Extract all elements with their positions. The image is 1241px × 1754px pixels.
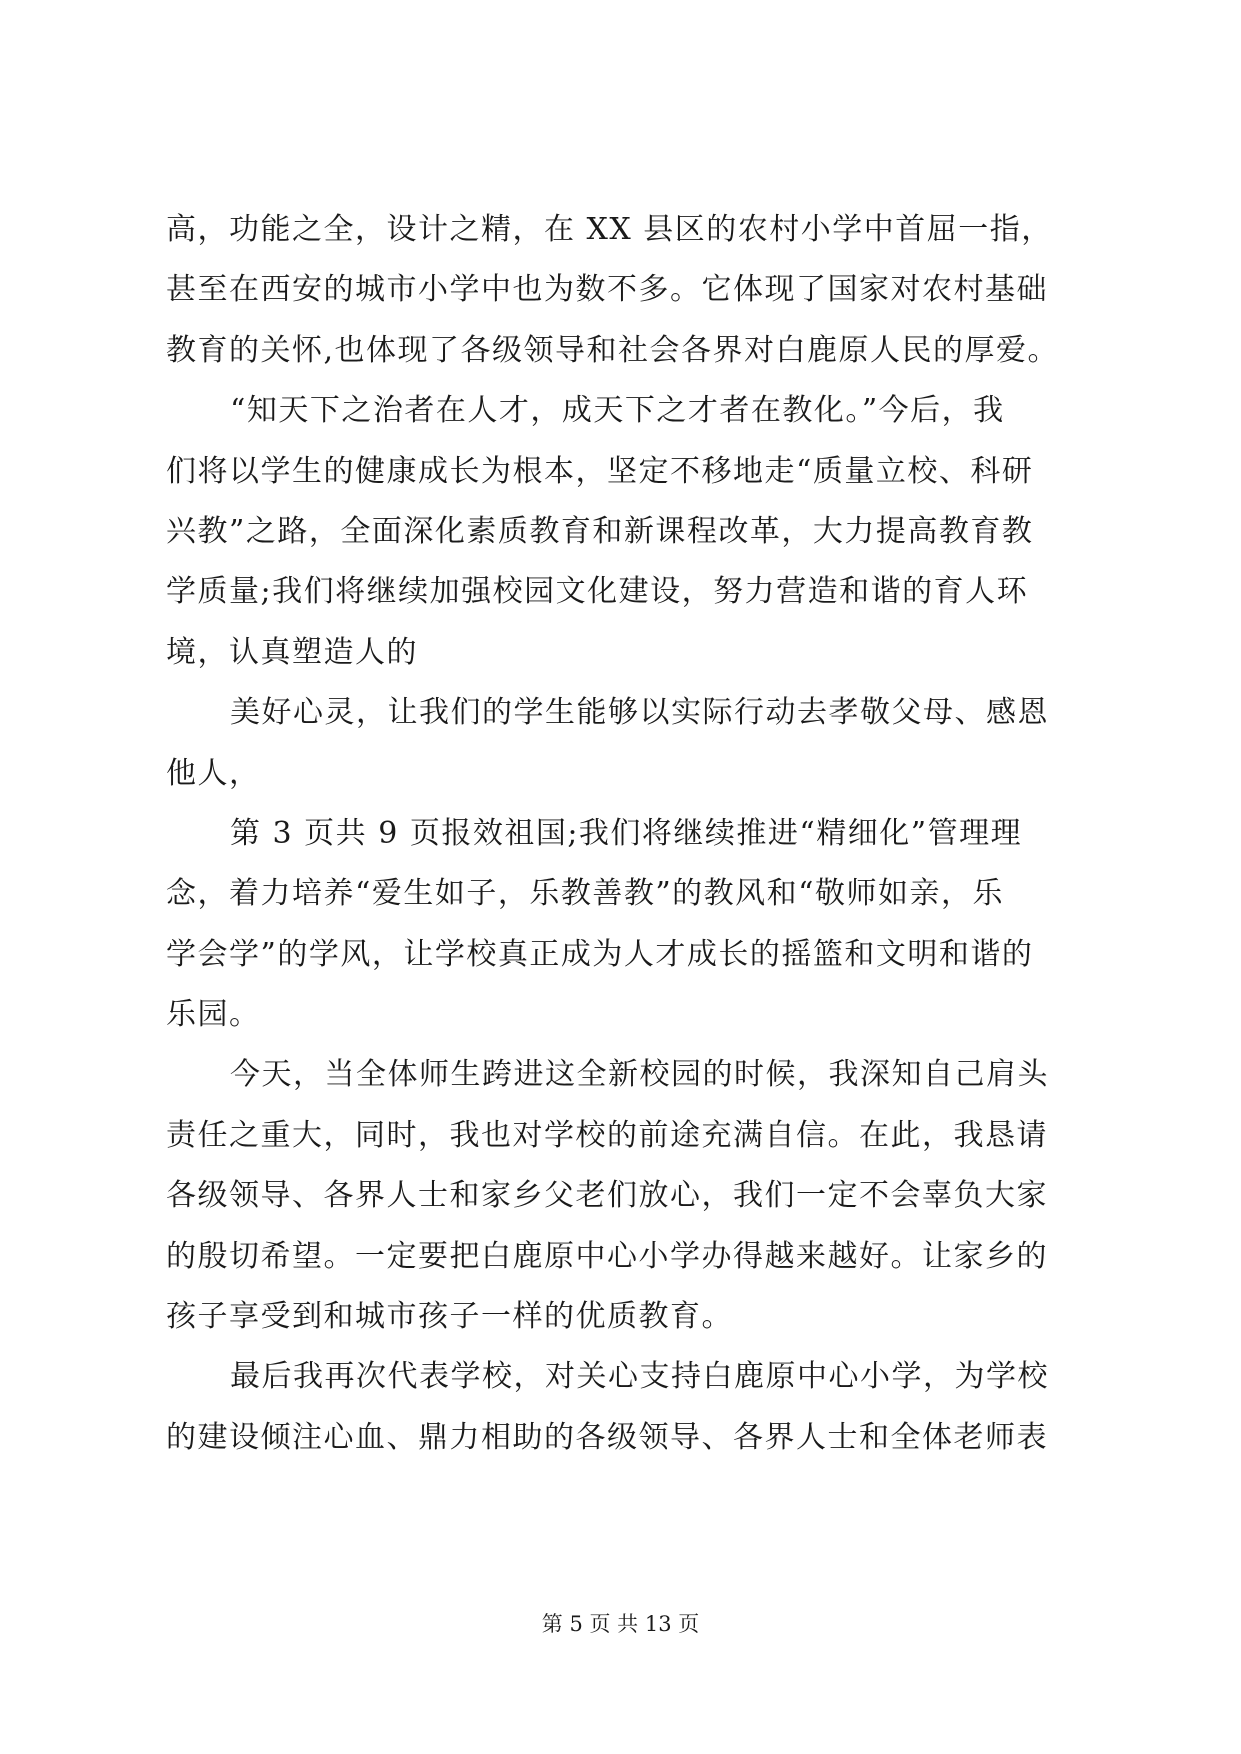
text-line: 各级领导、各界人士和家乡父老们放心，我们一定不会辜负大家 — [166, 1178, 1048, 1214]
text-line: 教育的关怀,也体现了各级领导和社会各界对白鹿原人民的厚爱。 — [166, 332, 1060, 368]
text-line: 高，功能之全，设计之精，在 XX 县区的农村小学中首屈一指， — [166, 212, 1053, 247]
text-line: 们将以学生的健康成长为根本，坚定不移地走“质量立校、科研 — [166, 453, 1034, 489]
paragraph-first-line: “知天下之治者在人才，成天下之才者在教化。”今后，我 — [230, 393, 1005, 429]
text-line: 乐园。 — [166, 997, 261, 1033]
text-line: 的殷切希望。一定要把白鹿原中心小学办得越来越好。让家乡的 — [166, 1238, 1048, 1274]
text-line: 念，着力培养“爱生如子，乐教善教”的教风和“敬师如亲，乐 — [166, 876, 1005, 912]
text-line: 孩子享受到和城市孩子一样的优质教育。 — [166, 1299, 733, 1335]
document-body — [166, 200, 1086, 1468]
paragraph-first-line: 美好心灵，让我们的学生能够以实际行动去孝敬父母、感恩 — [230, 695, 1049, 731]
text-line: 他人， — [166, 755, 261, 791]
text-line: 学质量;我们将继续加强校园文化建设，努力营造和谐的育人环 — [166, 574, 1029, 610]
paragraph-first-line: 今天，当全体师生跨进这全新校园的时候，我深知自己肩头 — [230, 1057, 1049, 1093]
text-line: 甚至在西安的城市小学中也为数不多。它体现了国家对农村基础 — [166, 272, 1048, 308]
text-line: 兴教”之路，全面深化素质教育和新课程改革，大力提高教育教 — [166, 513, 1034, 549]
text-line: 境，认真塑造人的 — [166, 634, 418, 670]
text-line: 学会学”的学风，让学校真正成为人才成长的摇篮和文明和谐的 — [166, 936, 1034, 972]
text-line: 的建设倾注心血、鼎力相助的各级领导、各界人士和全体老师表 — [166, 1419, 1048, 1455]
page-number-footer: 第 5 页 共 13 页 — [541, 1612, 700, 1636]
text-line: 责任之重大，同时，我也对学校的前途充满自信。在此，我恳请 — [166, 1117, 1048, 1153]
paragraph-first-line: 第 3 页共 9 页报效祖国;我们将继续推进“精细化”管理理 — [230, 815, 1023, 851]
paragraph-first-line: 最后我再次代表学校，对关心支持白鹿原中心小学，为学校 — [230, 1359, 1049, 1395]
